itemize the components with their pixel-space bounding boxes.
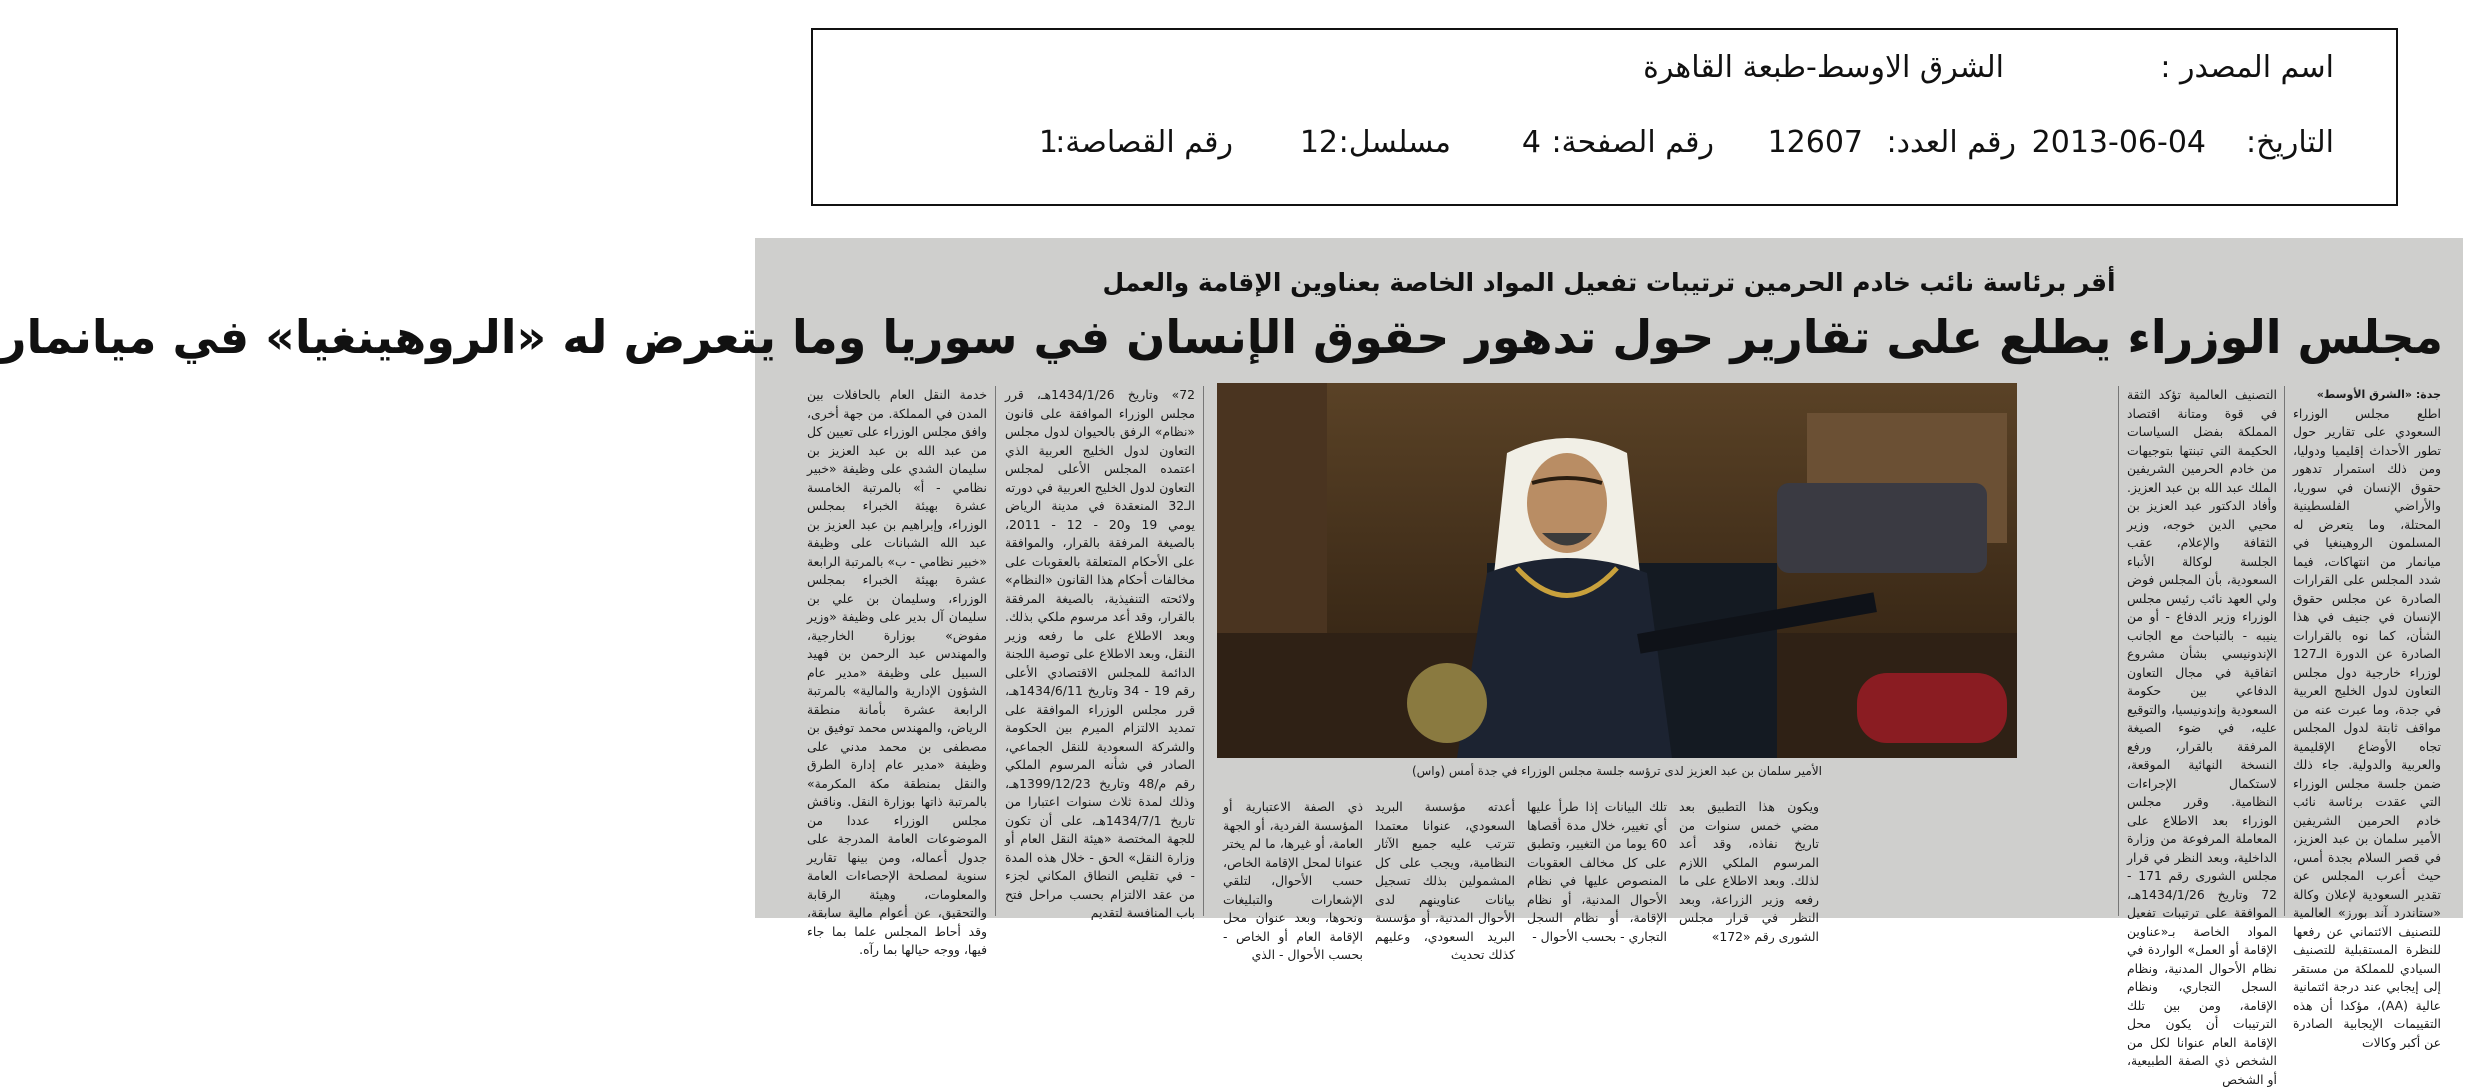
column-divider [995, 386, 996, 916]
column-text: التصنيف العالمية تؤكد الثقة في قوة ومتانة اقتصاد المملكة بفضل السياسات الحكيمة التي تبنتها بتوجيهات من خادم الحرمين الشريفين الملك عبد الله بن عبد العزيز. وأفاد الدكتور عبد العزيز بن محيي الدين خوجه، وزير الثقافة والإعلام، عقب الجلسة لوكالة الأنباء السعودية، بأن المجلس فوض ولي العهد نائب رئيس مجلس الوزراء وزير الدفاع - أو من ينيبه - بالتباحث مع الجانب الإندونيسي بشأن مشروع اتفاقية في مجال التعاون الدفاعي بين حكومة السعودية وإندونيسيا، والتوقيع عليه، في ضوء الصيغة المرفقة بالقرار، ورفع النسخة النهائية الموقعة، لاستكمال الإجراءات النظامية. وقرر مجلس الوزراء بعد الاطلاع على المعاملة المرفوعة من وزارة الداخلية، وبعد النظر في قرار مجلس الشورى رقم 171 - 72 وتاريخ 1434/1/26هـ، الموافقة على ترتيبات تفعيل المواد الخاصة بـ«عناوين الإقامة أو العمل» الواردة في نظام الأحوال المدنية، ونظام السجل التجاري، ونظام الإقامة، ومن بين تلك الترتيبات أن يكون محل الإقامة العام عنوانا لكل من الشخص ذي الصفة الطبيعية، أو الشخص [2127, 387, 2277, 1087]
article-column-1 [2293, 386, 2441, 1050]
source-label: اسم المصدر : [2160, 50, 2334, 85]
article-column-2 [2127, 386, 2277, 1087]
column-divider [1203, 386, 1204, 916]
column-text: تلك البيانات إذا طرأ عليها أي تغيير، خلال مدة أقصاها 60 يوما من التغيير، وتطبق على كل مخالف العقوبات المنصوص عليها في نظام الأحوال المدنية، أو نظام الإقامة، أو نظام السجل التجاري - بحسب الأحوال - [1527, 799, 1667, 944]
serial-label: مسلسل: [1338, 125, 1451, 160]
column-divider [2118, 386, 2119, 916]
clip-value: 1 [1038, 125, 1058, 160]
clipping-metadata-box [811, 28, 2398, 206]
article-column-4 [1375, 798, 1515, 962]
article-column-5 [1527, 798, 1667, 944]
issue-label: رقم العدد: [1886, 125, 2016, 160]
column-text: خدمة النقل العام بالحافلات بين المدن في المملكة. من جهة أخرى، وافق مجلس الوزراء على تعيين كل من عبد الله بن عبد العزيز بن سليمان الشدي على وظيفة «خبير نظامي - أ» بالمرتبة الخامسة عشرة بهيئة الخبراء بمجلس الوزراء، وإبراهيم بن عبد العزيز بن عبد الله الشبانات على وظيفة «خبير نظامي - ب» بالمرتبة الرابعة عشرة بهيئة الخبراء بمجلس الوزراء، وسليمان بن علي بن سليمان آل بدير على وظيفة «وزير مفوض» بوزارة الخارجية، والمهندس عبد الرحمن بن فهيد السبيل على وظيفة «مدير عام الشؤون الإدارية والمالية» بالمرتبة الرابعة عشرة بأمانة منطقة الرياض، والمهندس محمد توفيق بن مصطفى بن محمد مدني على وظيفة «مدير عام إدارة الطرق والنقل بمنطقة مكة المكرمة» بالمرتبة ذاتها بوزارة النقل. وناقش مجلس الوزراء عددا من الموضوعات العامة المدرجة على جدول أعماله، ومن بينها تقارير سنوية لمصلحة الإحصاءات العامة والمعلومات، وهيئة الرقابة والتحقيق، عن أعوام مالية سابقة، وقد أحاط المجلس علما بما جاء فيها، ووجه حيالها بما رآه. [807, 387, 987, 957]
page-label: رقم الصفحة: [1551, 125, 1714, 160]
photo-caption: الأمير سلمان بن عبد العزيز لدى ترؤسه جلسة مجلس الوزراء في جدة أمس (واس) [1411, 764, 1823, 778]
article-headline: مجلس الوزراء يطلع على تقارير حول تدهور حقوق الإنسان في سوريا وما يتعرض له «الروهينغيا» في ميانمار [0, 310, 2443, 364]
issue-value: 12607 [1767, 125, 1863, 160]
column-text: أعدته مؤسسة البريد السعودي، عنوانا معتمدا تترتب عليه جميع الآثار النظامية، ويجب على كل المشمولين بذلك تسجيل بيانات عناوينهم لدى الأحوال المدنية، أو مؤسسة البريد السعودي، وعليهم كذلك تحديث [1375, 799, 1515, 962]
article-column-6 [1679, 798, 1819, 944]
date-value: 2013-06-04 [2031, 125, 2206, 160]
source-value: الشرق الاوسط-طبعة القاهرة [1643, 50, 2004, 85]
column-divider [2284, 386, 2285, 916]
clip-label: رقم القصاصة: [1055, 125, 1233, 160]
date-label: التاريخ: [2246, 125, 2334, 160]
page-value: 4 [1521, 125, 1541, 160]
column-text: ويكون هذا التطبيق بعد مضي خمس سنوات من تاريخ نفاذه، وقد أعد المرسوم الملكي اللازم لذلك. وبعد الاطلاع على ما رفعه وزير الزراعة، وبعد النظر في قرار مجلس الشورى رقم «172» [1679, 799, 1819, 944]
news-photo [1217, 383, 2017, 758]
article-byline: جدة: «الشرق الأوسط» [2316, 388, 2441, 401]
article-column-7 [1005, 386, 1196, 920]
newspaper-clipping [0, 238, 2463, 1087]
photo-prince-salman-at-cabinet [1217, 383, 2017, 758]
column-text: اطلع مجلس الوزراء السعودي على تقارير حول تطور الأحداث إقليميا ودوليا، ومن ذلك استمرار تدهور حقوق الإنسان في سوريا، والأراضي الفلسطينية المحتلة، وما يتعرض له المسلمون الروهينغيا في ميانمار من انتهاكات، فيما شدد المجلس على القرارات الصادرة عن مجلس حقوق الإنسان في جنيف في هذا الشأن، كما نوه بالقرارات الصادرة عن الدورة الـ127 لوزراء خارجية دول مجلس التعاون لدول الخليج العربية في جدة، وما عبرت عنه من مواقف ثابتة لدول المجلس تجاه الأوضاع الإقليمية والعربية والدولية. جاء ذلك ضمن جلسة مجلس الوزراء التي عقدت برئاسة نائب خادم الحرمين الشريفين الأمير سلمان بن عبد العزيز، في قصر السلام بجدة أمس، حيث أعرب المجلس عن تقدير السعودية لإعلان وكالة «ستاندرد آند بورز» العالمية للتصنيف الائتماني عن رفعها للنظرة المستقبلية للتصنيف السيادي للمملكة من مستقر إلى إيجابي عند درجة ائتمانية عالية (AA)، مؤكدا أن هذه التقييمات الإيجابية الصادرة عن أكبر وكالات [2293, 405, 2441, 1050]
article-column-8 [807, 386, 987, 957]
serial-value: 12 [1299, 125, 1338, 160]
column-text: ذي الصفة الاعتبارية أو المؤسسة الفردية، أو الجهة العامة، أو غيرها، ما لم يختر عنوانا لمحل الإقامة الخاص، حسب الأحوال، لتلقي الإشعارات والتبليغات ونحوها، وبعد عنوان محل الإقامة العام أو الخاص - بحسب الأحوال - الذي [1223, 799, 1363, 962]
article-column-3 [1223, 798, 1363, 962]
column-text: 72» وتاريخ 1434/1/26هـ، قرر مجلس الوزراء الموافقة على قانون «نظام» الرفق بالحيوان لدول مجلس التعاون لدول الخليج العربية الذي اعتمده المجلس الأعلى لمجلس التعاون لدول الخليج العربية في دورته الـ32 المنعقدة في مدينة الرياض يومي 19 و20 - 12 - 2011، بالصيغة المرفقة بالقرار، والموافقة على الأحكام المتعلقة بالعقوبات على مخالفات أحكام هذا القانون «النظام» ولائحته التنفيذية، بالصيغة المرفقة بالقرار، وقد أعد مرسوم ملكي بذلك. وبعد الاطلاع على ما رفعه وزير النقل، وبعد الاطلاع على توصية اللجنة الدائمة للمجلس الاقتصادي الأعلى رقم 19 - 34 وتاريخ 1434/6/11هـ، قرر مجلس الوزراء الموافقة على تمديد الالتزام الميرم بين الحكومة والشركة السعودية للنقل الجماعي، الصادر في شأنه المرسوم الملكي رقم م/48 وتاريخ 1399/12/23هـ، وذلك لمدة ثلاث سنوات اعتبارا من تاريخ 1434/7/1هـ، على أن تكون للجهة المختصة «هيئة النقل العام أو وزارة النقل» الحق - خلال هذه المدة - في تقليص النطاق المكاني لجزء من عقد الالتزام بحسب مراحل فتح باب المنافسة لتقديم [1005, 387, 1196, 920]
article-kicker: أقر برئاسة نائب خادم الحرمين ترتيبات تفعيل المواد الخاصة بعناوين الإقامة والعمل [1102, 268, 2116, 297]
